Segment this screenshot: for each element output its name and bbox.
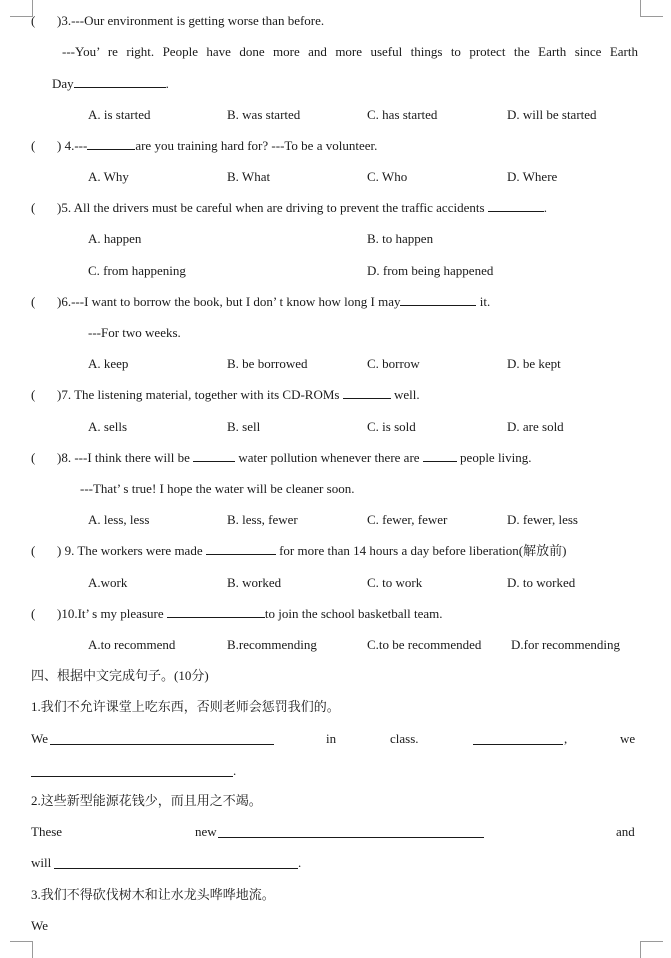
answer-blank[interactable] [87,138,135,150]
question-6-line2: ---For two weeks. [88,325,181,340]
answer-paren: ( [31,13,36,28]
question-3-line3: Day . [52,76,169,91]
option-b[interactable]: B.recommending [227,637,317,652]
corner-mark-top-left [10,0,33,17]
sentence-1-in: in [326,731,337,746]
option-d[interactable]: D. are sold [507,419,564,434]
option-b[interactable]: B. be borrowed [227,356,308,371]
option-a[interactable]: A. keep [88,356,129,371]
question-text: )3.---Our environment is getting worse than before. [57,13,325,28]
option-c[interactable]: C. borrow [367,356,420,371]
sentence-1-end: . [233,763,237,778]
option-a[interactable]: A. less, less [88,512,150,527]
option-d[interactable]: D. fewer, less [507,512,578,527]
sentence-1-blank-1[interactable] [50,733,274,745]
option-a[interactable]: A.to recommend [88,637,176,652]
sentence-3-we: We [31,918,48,933]
option-d[interactable]: D. to worked [507,575,576,590]
answer-paren: ( [31,450,36,465]
answer-blank[interactable] [167,606,265,618]
sentence-1-blank-3[interactable] [31,765,233,777]
sentence-2-blank-2[interactable] [54,857,298,869]
sentence-1-we-2: we [620,731,636,746]
sentence-2-these: These [31,824,63,839]
option-c[interactable]: C. is sold [367,419,416,434]
answer-paren: ( [31,138,36,153]
option-c[interactable]: C. from happening [88,263,186,278]
section-4-heading: 四、根据中文完成句子。(10分) [31,668,209,683]
question-4: ( ) 4.--- are you training hard for? ---To be a volunteer. [31,138,378,153]
answer-paren: ( [31,543,36,558]
answer-blank[interactable] [206,543,276,555]
answer-paren: ( [31,200,36,215]
option-a[interactable]: A. Why [88,169,129,184]
sentence-2-and: and [616,824,635,839]
option-c[interactable]: C. has started [367,107,438,122]
sentence-2-end: . [298,855,302,870]
corner-mark-bottom-left [10,941,33,958]
answer-blank[interactable] [423,450,457,462]
option-a[interactable]: A. happen [88,231,142,246]
question-3-line2: ---You’ re right. People have done more and more useful things to protect the Earth since Earth [62,44,638,59]
option-b[interactable]: B. What [227,169,271,184]
option-b[interactable]: B. to happen [367,231,434,246]
sentence-1-blank-2[interactable] [473,733,563,745]
option-b[interactable]: B. worked [227,575,282,590]
question-8: ( )8. ---I think there will be water pollution whenever there are people living. [31,450,532,465]
question-6: ( )6.---I want to borrow the book, but I don’ t know how long I may it. [31,294,491,309]
answer-blank[interactable] [488,200,544,212]
corner-mark-bottom-right [640,941,663,958]
sentence-1-we: We [31,731,48,746]
option-d[interactable]: D. be kept [507,356,561,371]
option-b[interactable]: B. less, fewer [227,512,298,527]
sentence-2-will: will [31,855,52,870]
option-d[interactable]: D.for recommending [511,637,621,652]
question-9: ( ) 9. The workers were made for more than 14 hours a day before liberation(解放前) [31,543,567,558]
sentence-3-chinese: 3.我们不得砍伐树木和让水龙头哗哗地流。 [31,887,275,902]
sentence-1-comma: , [564,731,568,746]
option-c[interactable]: C.to be recommended [367,637,482,652]
answer-blank[interactable] [74,76,166,88]
question-10: ( )10.It’ s my pleasure to join the school basketball team. [31,606,443,621]
option-d[interactable]: D. will be started [507,107,597,122]
option-c[interactable]: C. Who [367,169,408,184]
sentence-2-blank-1[interactable] [218,826,484,838]
answer-blank[interactable] [400,294,476,306]
answer-blank[interactable] [193,450,235,462]
option-a[interactable]: A.work [88,575,128,590]
answer-paren: ( [31,387,36,402]
option-d[interactable]: D. Where [507,169,558,184]
option-d[interactable]: D. from being happened [367,263,494,278]
option-a[interactable]: A. sells [88,419,127,434]
question-7: ( )7. The listening material, together with its CD-ROMs well. [31,387,420,402]
corner-mark-top-right [640,0,663,17]
sentence-1-class: class. [390,731,419,746]
option-b[interactable]: B. was started [227,107,301,122]
option-c[interactable]: C. fewer, fewer [367,512,448,527]
sentence-1-chinese: 1.我们不允许课堂上吃东西，否则老师会惩罚我们的。 [31,699,340,714]
option-b[interactable]: B. sell [227,419,261,434]
sentence-2-chinese: 2.这些新型能源花钱少，而且用之不竭。 [31,793,262,808]
option-c[interactable]: C. to work [367,575,423,590]
answer-paren: ( [31,606,36,621]
answer-paren: ( [31,294,36,309]
answer-blank[interactable] [343,387,391,399]
question-8-line2: ---That’ s true! I hope the water will be cleaner soon. [80,481,355,496]
option-a[interactable]: A. is started [88,107,151,122]
question-5: ( )5. All the drivers must be careful when are driving to prevent the traffic accidents . [31,200,548,215]
question-3 [31,13,324,29]
sentence-2-new: new [195,824,217,839]
